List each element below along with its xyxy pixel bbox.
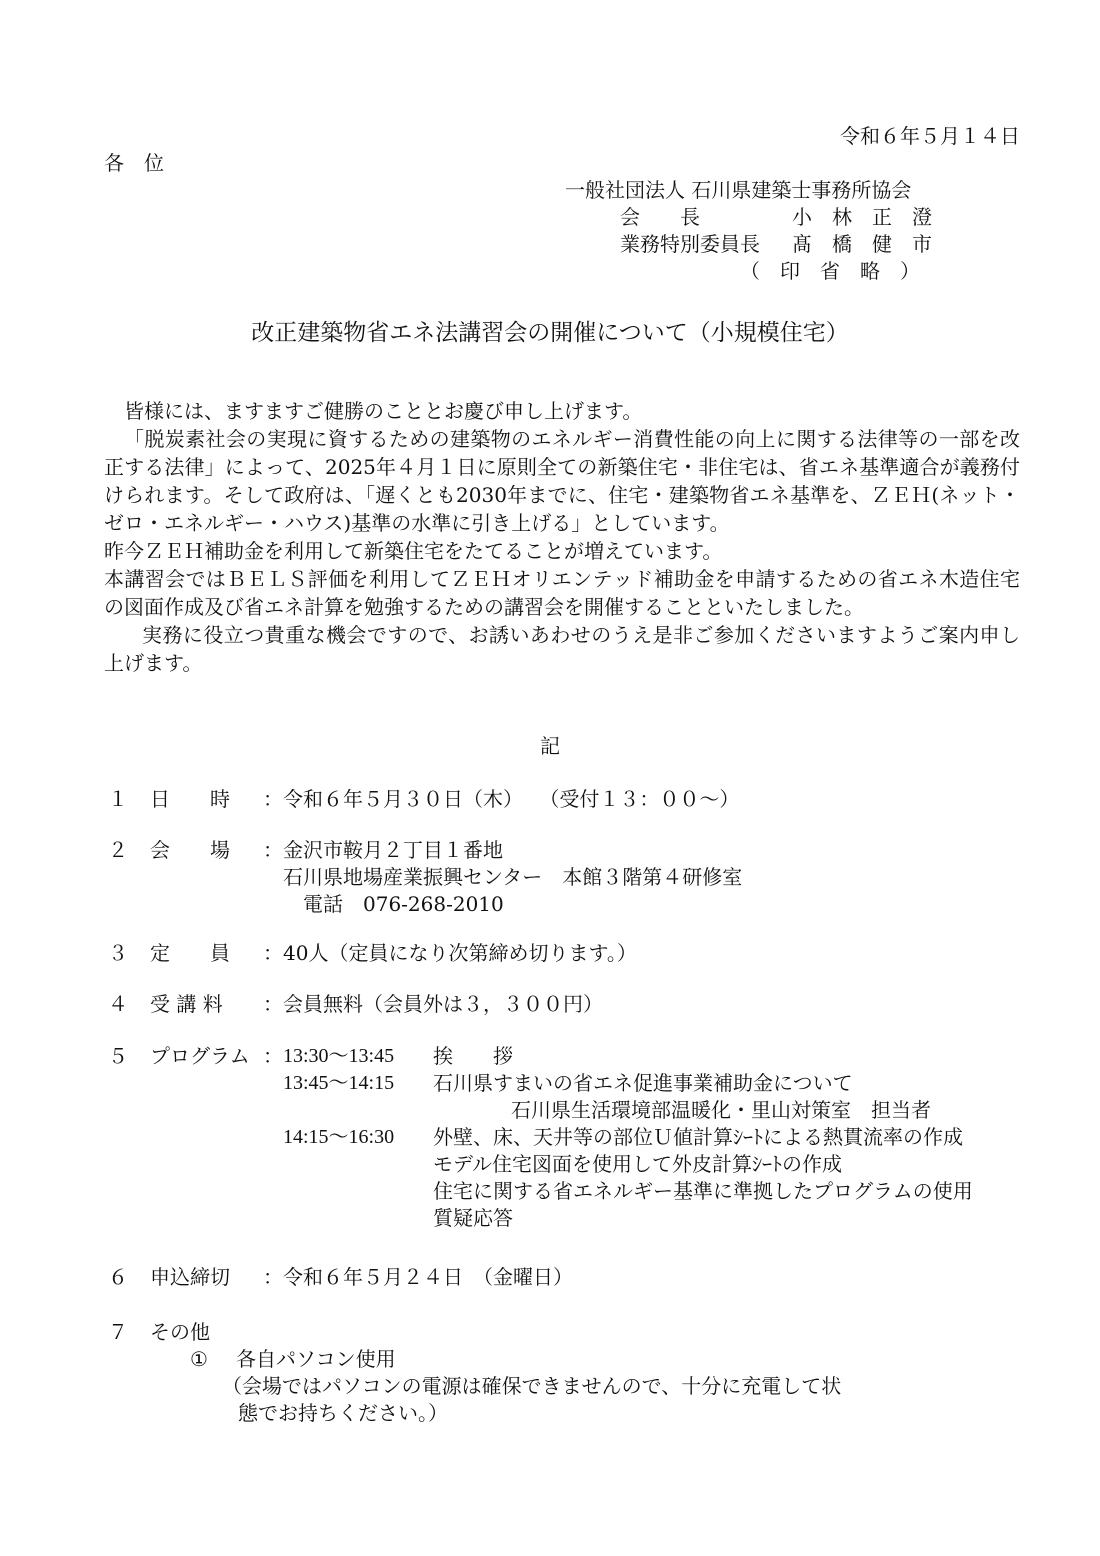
item-colon: ： [263,1265,283,1289]
program-desc: 外壁、床、天井等の部位Ｕ値計算ｼｰﾄによる熱貫流率の作成 [433,1125,963,1149]
program-desc: 石川県すまいの省エネ促進事業補助金について [433,1071,853,1095]
item-number: ４ [108,992,128,1016]
seal-omitted-note: （ 印 省 略 ） [740,259,920,283]
sender-committee-role: 業務特別委員長 [620,232,760,256]
program-time: 13:45〜14:15 [283,1072,395,1094]
law-paragraph: 「脱炭素社会の実現に資するための建築物のエネルギー消費性能の向上に関する法律等の一部を改正する法律」によって、2025年４月１日に原則全ての新築住宅・非住宅は、省エネ基準適合が義務付けられます。そして政府は、「遅くとも2030年までに、住宅・建築物省エネ基準を、ＺＥＨ(ネット・ゼロ・エネルギー・ハウス)基準の水準に引き上げる」としています。 [104,427,1020,535]
sender-chair-role: 会 長 [620,205,700,229]
item-number: ７ [108,1320,128,1344]
other-note-line2: 態でお持ちください。） [238,1401,448,1425]
item-label: 会 場 [150,838,230,862]
item-value: 令和６年５月３０日（木） （受付１３：００〜） [283,787,740,811]
ki-heading: 記 [540,734,560,758]
item-number: ６ [108,1265,128,1289]
item-number: ５ [108,1044,128,1068]
sender-committee-name: 髙 橋 健 市 [792,232,932,256]
program-desc: 挨 拶 [433,1044,513,1068]
item-number: ３ [108,941,128,965]
item-label: 申込締切 [150,1265,230,1289]
item-number: １ [108,787,128,811]
item-value: 令和６年５月２４日 （金曜日） [283,1265,573,1289]
item-colon: ： [263,787,283,811]
invitation-paragraph: 実務に役立つ貴重な機会ですので、お誘いあわせのうえ是非ご参加くださいますようご案内申し上げます。 [104,623,1020,675]
program-presenter: 石川県生活環境部温暖化・里山対策室 担当者 [511,1098,931,1122]
sender-organization: 一般社団法人 石川県建築士事務所協会 [565,178,912,202]
venue-address: 金沢市鞍月２丁目１番地 [283,838,503,862]
program-time: 13:30〜13:45 [283,1045,395,1067]
document-body [104,397,1020,677]
item-colon: ： [263,941,283,965]
item-value: 会員無料（会員外は３，３００円） [283,992,603,1016]
other-sub-marker: ① [190,1347,208,1371]
item-label: その他 [150,1320,210,1344]
venue-phone: 電話 076-268-2010 [303,892,504,916]
item-value: 40人（定員になり次第締め切ります。） [283,941,637,965]
addressee: 各 位 [104,151,164,175]
item-colon: ： [263,838,283,862]
item-colon: ： [263,992,283,1016]
other-note-line1: （会場ではパソコンの電源は確保できませんので、十分に充電して状 [222,1374,842,1398]
program-desc: モデル住宅図面を使用して外皮計算ｼｰﾄの作成 [433,1152,842,1176]
other-sub-text: 各自パソコン使用 [236,1347,396,1371]
venue-building: 石川県地場産業振興センター 本館３階第４研修室 [283,865,743,889]
item-label: 定 員 [150,941,230,965]
sender-chair-name: 小 林 正 澄 [792,205,932,229]
document-title: 改正建築物省エネ法講習会の開催について（小規模住宅） [251,320,849,346]
course-purpose-paragraph: 本講習会ではＢＥＬＳ評価を利用してＺＥＨオリエンテッド補助金を申請するための省エネ木造住宅の図面作成及び省エネ計算を勉強するための講習会を開催することといたしました。 [104,567,1020,619]
item-colon: ： [263,1044,283,1068]
zeh-subsidy-paragraph: 昨今ＺＥＨ補助金を利用して新築住宅をたてることが増えています。 [104,539,723,563]
program-desc: 住宅に関する省エネルギー基準に準拠したプログラムの使用 [433,1179,973,1203]
item-label: プログラム [150,1044,250,1068]
item-label: 受 講 料 [150,992,223,1016]
item-label: 日 時 [150,787,230,811]
item-number: ２ [108,838,128,862]
program-desc: 質疑応答 [433,1206,513,1230]
program-time: 14:15〜16:30 [283,1126,395,1148]
greeting-paragraph: 皆様には、ますますご健勝のこととお慶び申し上げます。 [124,399,643,423]
document-date: 令和６年５月１４日 [840,124,1020,148]
